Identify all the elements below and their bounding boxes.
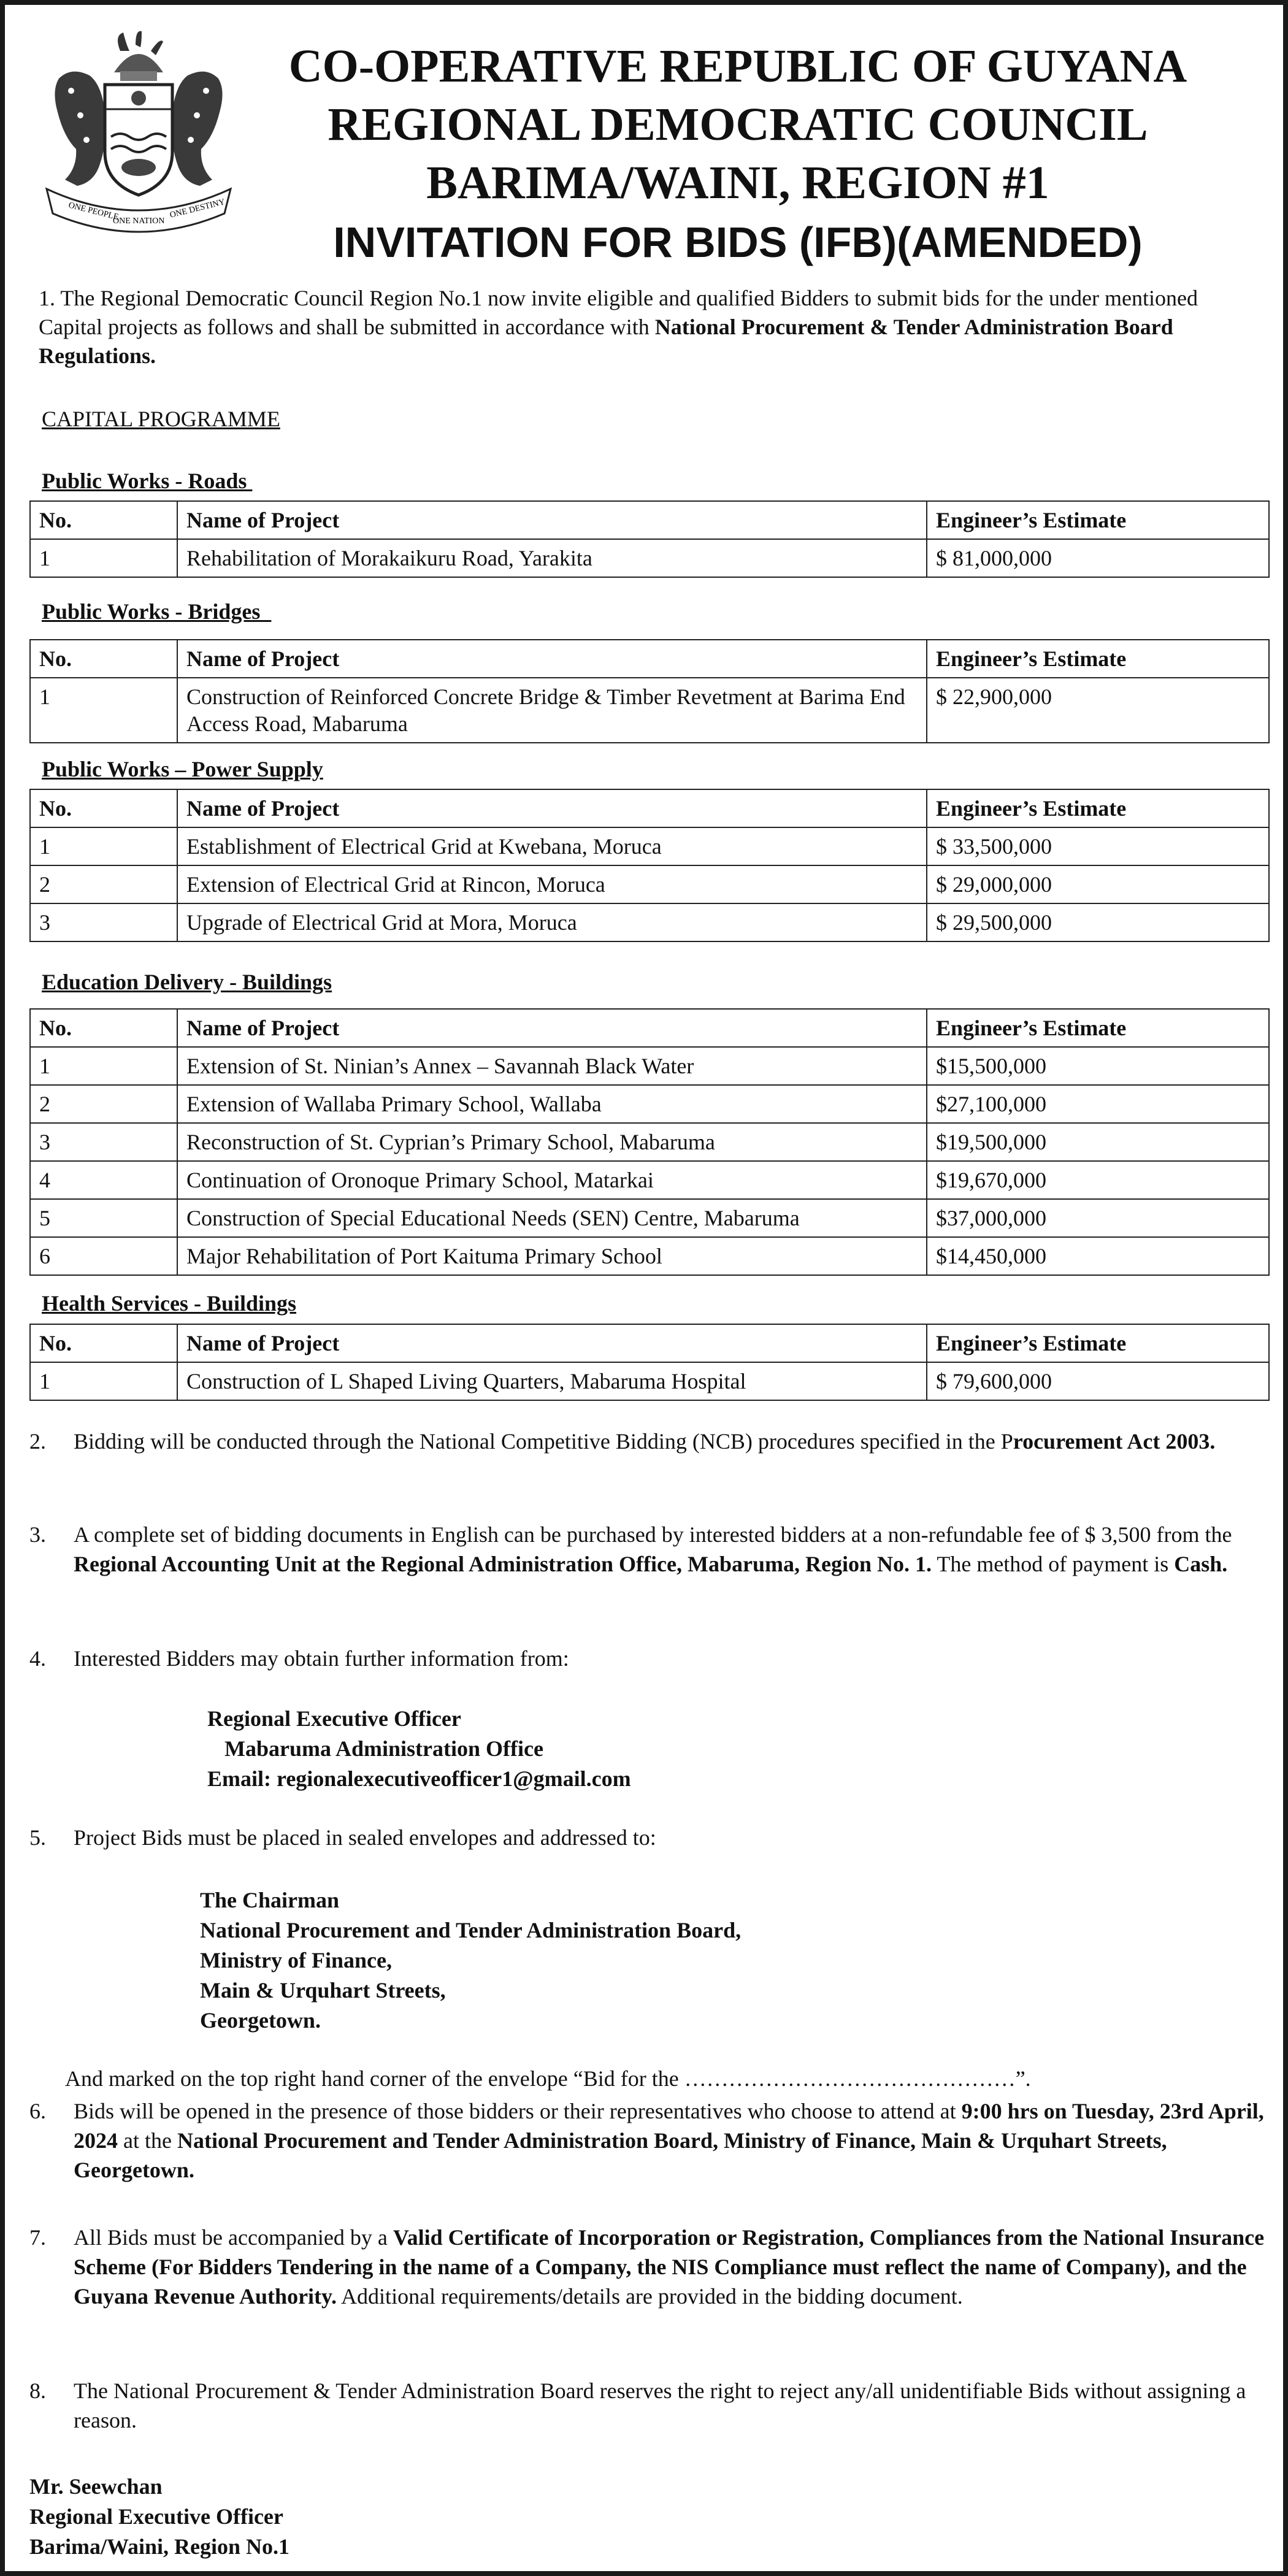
col-no: No. — [30, 1324, 177, 1362]
cell-no: 3 — [30, 1123, 177, 1161]
cell-name: Extension of Wallaba Primary School, Wallaba — [177, 1085, 927, 1123]
envelope-marking: And marked on the top right hand corner of the envelope “Bid for the ………………………………………”. — [65, 2066, 1031, 2091]
paragraph-text-2: The method of payment is — [931, 1552, 1175, 1576]
table-row — [30, 1123, 1269, 1161]
address-line-1: The Chairman — [200, 1888, 340, 1912]
header-region: BARIMA/WAINI, REGION #1 — [426, 157, 1049, 209]
cell-estimate: $ 79,600,000 — [927, 1362, 1269, 1400]
table-roads — [29, 500, 1270, 578]
cell-name: Construction of L Shaped Living Quarters, Mabaruma Hospital — [177, 1362, 927, 1400]
cell-estimate: $15,500,000 — [927, 1047, 1269, 1085]
paragraph-number: 8. — [29, 2379, 46, 2403]
paragraph-bold: rocurement Act 2003. — [1013, 1429, 1216, 1454]
header-council: REGIONAL DEMOCRATIC COUNCIL — [328, 99, 1148, 150]
cell-no: 1 — [30, 539, 177, 577]
header-country: CO-OPERATIVE REPUBLIC OF GUYANA — [288, 40, 1187, 92]
paragraph-bold-2: Cash. — [1174, 1552, 1228, 1576]
paragraph-text-2: at the — [118, 2128, 177, 2153]
col-estimate: Engineer’s Estimate — [927, 1009, 1269, 1047]
cell-no: 2 — [30, 1085, 177, 1123]
paragraph-number: 5. — [29, 1825, 46, 1850]
table-health — [29, 1324, 1270, 1401]
cell-estimate: $ 81,000,000 — [927, 539, 1269, 577]
cell-name: Upgrade of Electrical Grid at Mora, Moruca — [177, 903, 927, 941]
ribbon-text-right: ONE DESTINY — [169, 197, 226, 220]
paragraph-text: Project Bids must be placed in sealed envelopes and addressed to: — [74, 1825, 656, 1850]
address-line-5: Georgetown. — [200, 2008, 321, 2033]
header-title: INVITATION FOR BIDS (IFB)(AMENDED) — [333, 218, 1143, 266]
cell-no: 1 — [30, 678, 177, 743]
cell-no: 3 — [30, 903, 177, 941]
section-bridges-title: Public Works - Bridges — [42, 599, 272, 624]
paragraph-number: 4. — [29, 1646, 46, 1671]
col-estimate: Engineer’s Estimate — [927, 789, 1269, 827]
cell-name: Major Rehabilitation of Port Kaituma Primary School — [177, 1237, 927, 1275]
cell-name: Rehabilitation of Morakaikuru Road, Yarakita — [177, 539, 927, 577]
col-name: Name of Project — [177, 640, 927, 678]
col-no: No. — [30, 501, 177, 539]
table-row — [30, 827, 1269, 865]
cell-name: Continuation of Oronoque Primary School, Matarkai — [177, 1161, 927, 1199]
table-row — [30, 865, 1269, 903]
paragraph-7 — [29, 2223, 1268, 2311]
cell-no: 5 — [30, 1199, 177, 1237]
section-education-title: Education Delivery - Buildings — [42, 970, 332, 994]
col-name: Name of Project — [177, 1009, 927, 1047]
intro-text: 1. The Regional Democratic Council Region No.1 now invite eligible and qualified Bidders to submit bids for the under mentioned Capital projects as follows and shall be submitted in accordance with — [39, 286, 1198, 339]
table-bridges — [29, 639, 1270, 743]
paragraph-bold: 9:00 hrs on Tuesday, 23rd April, 2024 — [74, 2099, 1264, 2153]
table-row — [30, 678, 1269, 743]
paragraph-text: A complete set of bidding documents in English can be purchased by interested bidders at a non-refundable fee of $ 3,500 from the — [74, 1522, 1232, 1547]
contact-line-1: Regional Executive Officer — [207, 1706, 461, 1731]
intro-bold: National Procurement & Tender Administration Board Regulations. — [39, 315, 1173, 368]
cell-estimate: $27,100,000 — [927, 1085, 1269, 1123]
paragraph-2 — [29, 1427, 1268, 1456]
paragraph-5 — [29, 1823, 1268, 1852]
cell-estimate: $ 29,000,000 — [927, 865, 1269, 903]
cell-estimate: $ 22,900,000 — [927, 678, 1269, 743]
cell-estimate: $37,000,000 — [927, 1199, 1269, 1237]
cell-no: 6 — [30, 1237, 177, 1275]
address-line-4: Main & Urquhart Streets, — [200, 1978, 446, 2003]
col-no: No. — [30, 1009, 177, 1047]
address-line-2: National Procurement and Tender Administration Board, — [200, 1918, 742, 1942]
cell-name: Extension of Electrical Grid at Rincon, Moruca — [177, 865, 927, 903]
col-no: No. — [30, 789, 177, 827]
paragraph-6 — [29, 2096, 1268, 2185]
table-row — [30, 1047, 1269, 1085]
col-no: No. — [30, 640, 177, 678]
signature-block — [29, 2472, 289, 2562]
cell-estimate: $19,500,000 — [927, 1123, 1269, 1161]
table-row — [30, 1237, 1269, 1275]
table-row — [30, 903, 1269, 941]
paragraph-8 — [29, 2376, 1268, 2435]
contact-line-2: Mabaruma Administration Office — [224, 1736, 543, 1761]
paragraph-number: 7. — [29, 2225, 46, 2250]
cell-estimate: $ 33,500,000 — [927, 827, 1269, 865]
signature-title: Regional Executive Officer — [29, 2504, 283, 2529]
col-name: Name of Project — [177, 1324, 927, 1362]
paragraph-text: All Bids must be accompanied by a — [74, 2225, 393, 2250]
section-health-title: Health Services - Buildings — [42, 1291, 297, 1316]
section-roads-title: Public Works - Roads — [42, 469, 253, 493]
paragraph-text: Interested Bidders may obtain further information from: — [74, 1646, 569, 1671]
cell-no: 4 — [30, 1161, 177, 1199]
cell-estimate: $ 29,500,000 — [927, 903, 1269, 941]
col-estimate: Engineer’s Estimate — [927, 640, 1269, 678]
col-name: Name of Project — [177, 789, 927, 827]
paragraph-bold-2: National Procurement and Tender Administration Board, Ministry of Finance, Main & Urquhart Streets, Georgetown. — [74, 2128, 1167, 2182]
paragraph-text: Bids will be opened in the presence of those bidders or their representatives who choose to attend at — [74, 2099, 962, 2123]
col-estimate: Engineer’s Estimate — [927, 501, 1269, 539]
table-row — [30, 1161, 1269, 1199]
paragraph-3 — [29, 1520, 1268, 1579]
paragraph-text: The National Procurement & Tender Administration Board reserves the right to reject any/all unidentifiable Bids without assigning a reason. — [74, 2379, 1246, 2432]
signature-region: Barima/Waini, Region No.1 — [29, 2534, 290, 2559]
table-row — [30, 1362, 1269, 1400]
intro-paragraph — [39, 284, 1262, 370]
cell-name: Extension of St. Ninian’s Annex – Savannah Black Water — [177, 1047, 927, 1085]
cell-no: 1 — [30, 1362, 177, 1400]
table-row — [30, 539, 1269, 577]
col-estimate: Engineer’s Estimate — [927, 1324, 1269, 1362]
address-line-3: Ministry of Finance, — [200, 1948, 392, 1972]
table-row — [30, 1085, 1269, 1123]
ribbon-text-left: ONE PEOPLE — [67, 201, 120, 223]
cell-name: Reconstruction of St. Cyprian’s Primary School, Mabaruma — [177, 1123, 927, 1161]
cell-name: Construction of Special Educational Needs (SEN) Centre, Mabaruma — [177, 1199, 927, 1237]
paragraph-text: Bidding will be conducted through the National Competitive Bidding (NCB) procedures specified in the P — [74, 1429, 1013, 1454]
cell-name: Construction of Reinforced Concrete Bridge & Timber Revetment at Barima End Access Road, Mabaruma — [177, 678, 927, 743]
table-education — [29, 1008, 1270, 1276]
cell-no: 1 — [30, 1047, 177, 1085]
table-row — [30, 1199, 1269, 1237]
paragraph-number: 6. — [29, 2099, 46, 2123]
paragraph-number: 2. — [29, 1429, 46, 1454]
table-power — [29, 789, 1270, 942]
paragraph-text-2: Additional requirements/details are provided in the bidding document. — [337, 2284, 963, 2309]
capital-programme-heading: CAPITAL PROGRAMME — [42, 407, 280, 431]
cell-estimate: $14,450,000 — [927, 1237, 1269, 1275]
paragraph-bold: Regional Accounting Unit at the Regional Administration Office, Mabaruma, Region No. 1. — [74, 1552, 932, 1576]
section-power-title: Public Works – Power Supply — [42, 757, 323, 781]
contact-email: Email: regionalexecutiveofficer1@gmail.com — [207, 1766, 631, 1791]
signature-name: Mr. Seewchan — [29, 2474, 163, 2499]
cell-no: 1 — [30, 827, 177, 865]
cell-name: Establishment of Electrical Grid at Kwebana, Moruca — [177, 827, 927, 865]
cell-estimate: $19,670,000 — [927, 1161, 1269, 1199]
paragraph-number: 3. — [29, 1522, 46, 1547]
address-block — [200, 1885, 741, 2036]
paragraph-4 — [29, 1644, 1268, 1673]
ribbon-text-mid: ONE NATION — [113, 217, 165, 226]
cell-no: 2 — [30, 865, 177, 903]
paragraph-bold: Valid Certificate of Incorporation or Registration, Compliances from the National Insurance Scheme (For Bidders Tendering in the name of a Company, the NIS Compliance must reflect the name of Company), and the Guyana Revenue Authority. — [74, 2225, 1265, 2309]
col-name: Name of Project — [177, 501, 927, 539]
